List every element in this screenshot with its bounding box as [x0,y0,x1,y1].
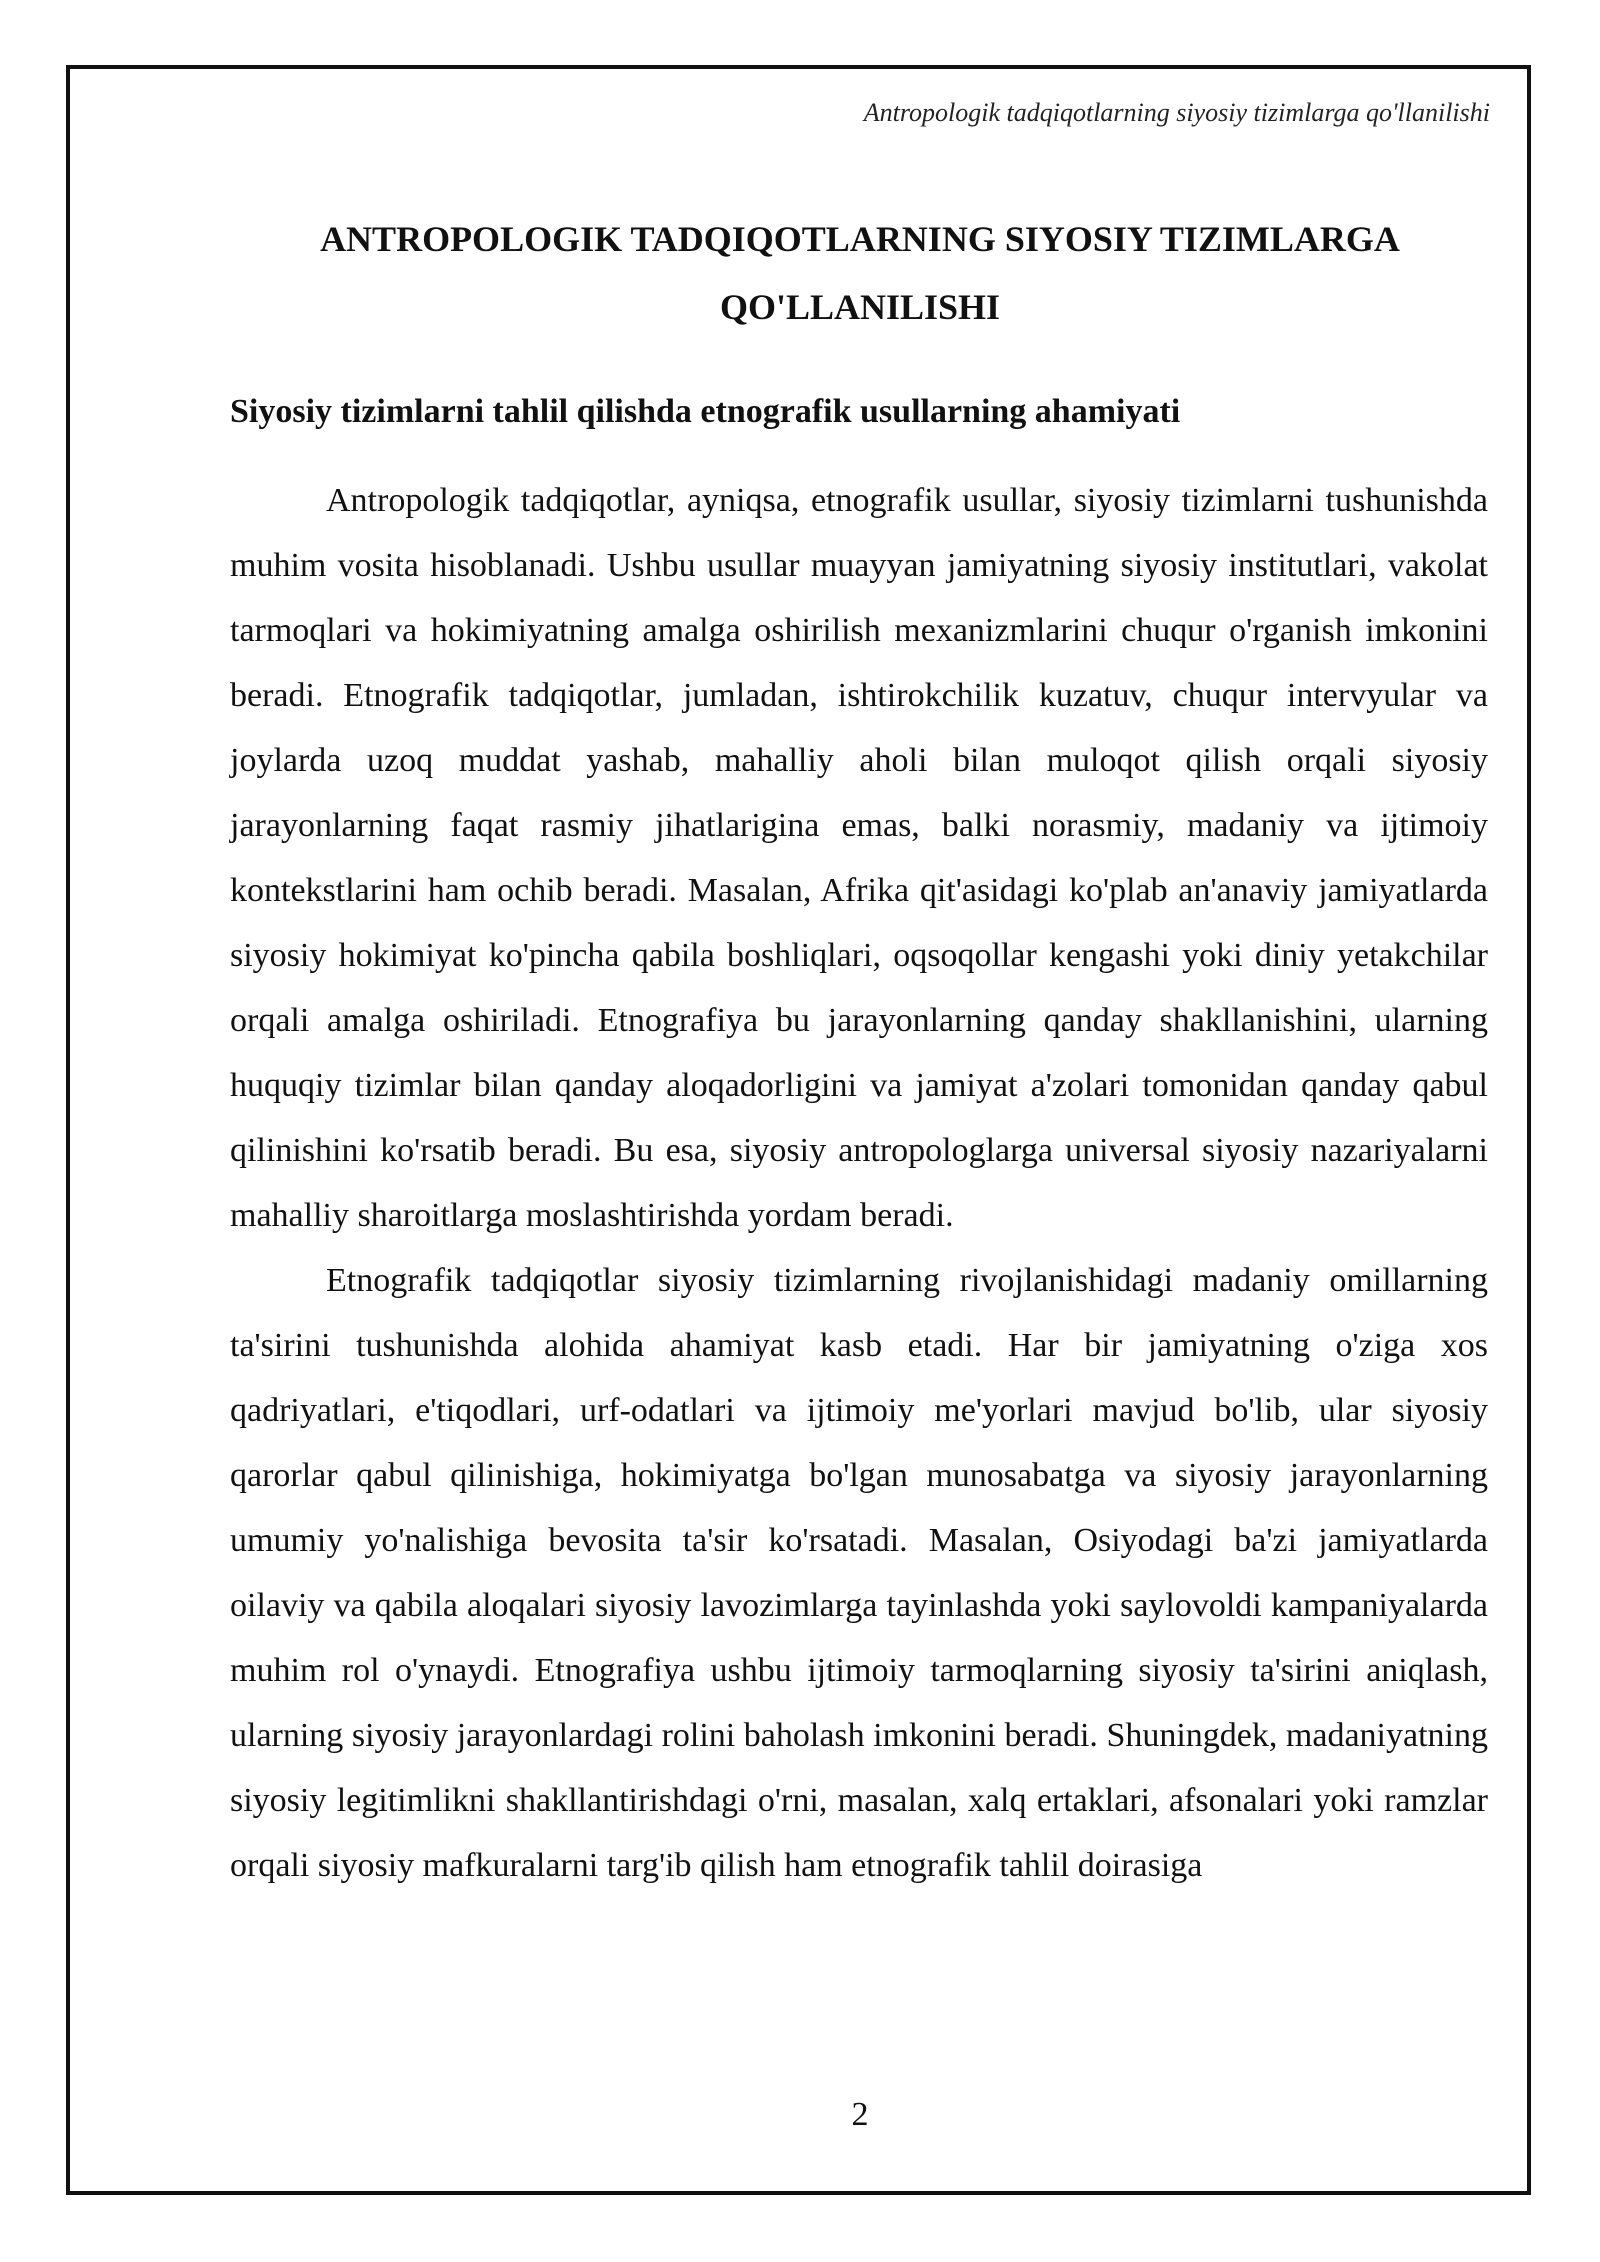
page-number: 2 [851,2096,869,2133]
paragraph: Etnografik tadqiqotlar siyosiy tizimlarning rivojlanishidagi madaniy omillarning ta'sirini tushunishda alohida ahamiyat kasb etadi. Har bir jamiyatning o'ziga xos qadriyatlari, e'tiqodlari, urf-odatlari va ijtimoiy me'yorlari mavjud bo'lib, ular siyosiy qarorlar qabul qilinishiga, hokimiyatga bo'lgan munosabatga va siyosiy jarayonlarning umumiy yo'nalishiga bevosita ta'sir ko'rsatadi. Masalan, Osiyodagi ba'zi jamiyatlarda oilaviy va qabila aloqalari siyosiy lavozimlarga tayinlashda yoki saylovoldi kampaniyalarda muhim rol o'ynaydi. Etnografiya ushbu ijtimoiy tarmoqlarning siyosiy ta'sirini aniqlash, ularning siyosiy jarayonlardagi rolini baholash imkonini beradi. Shuningdek, madaniyatning siyosiy legitimlikni shakllantirishdagi o'rni, masalan, xalq ertaklari, afsonalari yoki ramzlar orqali siyosiy mafkuralarni targ'ib qilish ham etnografik tahlil doirasiga [230,1262,1488,1884]
running-header: Antropologik tadqiqotlarning siyosiy tizimlarga qo'llanilishi [863,98,1490,127]
body-text [230,468,1488,1898]
document-title: ANTROPOLOGIK TADQIQOTLARNING SIYOSIY TIZIMLARGA QO'LLANILISHI [320,219,1400,327]
paragraph: Antropologik tadqiqotlar, ayniqsa, etnografik usullar, siyosiy tizimlarni tushunishda muhim vosita hisoblanadi. Ushbu usullar muayyan jamiyatning siyosiy institutlari, vakolat tarmoqlari va hokimiyatning amalga oshirilish mexanizmlarini chuqur o'rganish imkonini beradi. Etnografik tadqiqotlar, jumladan, ishtirokchilik kuzatuv, chuqur intervyular va joylarda uzoq muddat yashab, mahalliy aholi bilan muloqot qilish orqali siyosiy jarayonlarning faqat rasmiy jihatlarigina emas, balki norasmiy, madaniy va ijtimoiy kontekstlarini ham ochib beradi. Masalan, Afrika qit'asidagi ko'plab an'anaviy jamiyatlarda siyosiy hokimiyat ko'pincha qabila boshliqlari, oqsoqollar kengashi yoki diniy yetakchilar orqali amalga oshiriladi. Etnografiya bu jarayonlarning qanday shakllanishini, ularning huquqiy tizimlar bilan qanday aloqadorligini va jamiyat a'zolari tomonidan qanday qabul qilinishini ko'rsatib beradi. Bu esa, siyosiy antropologlarga universal siyosiy nazariyalarni mahalliy sharoitlarga moslashtirishda yordam beradi. [230,482,1488,1234]
section-heading: Siyosiy tizimlarni tahlil qilishda etnografik usullarning ahamiyati [230,393,1181,430]
